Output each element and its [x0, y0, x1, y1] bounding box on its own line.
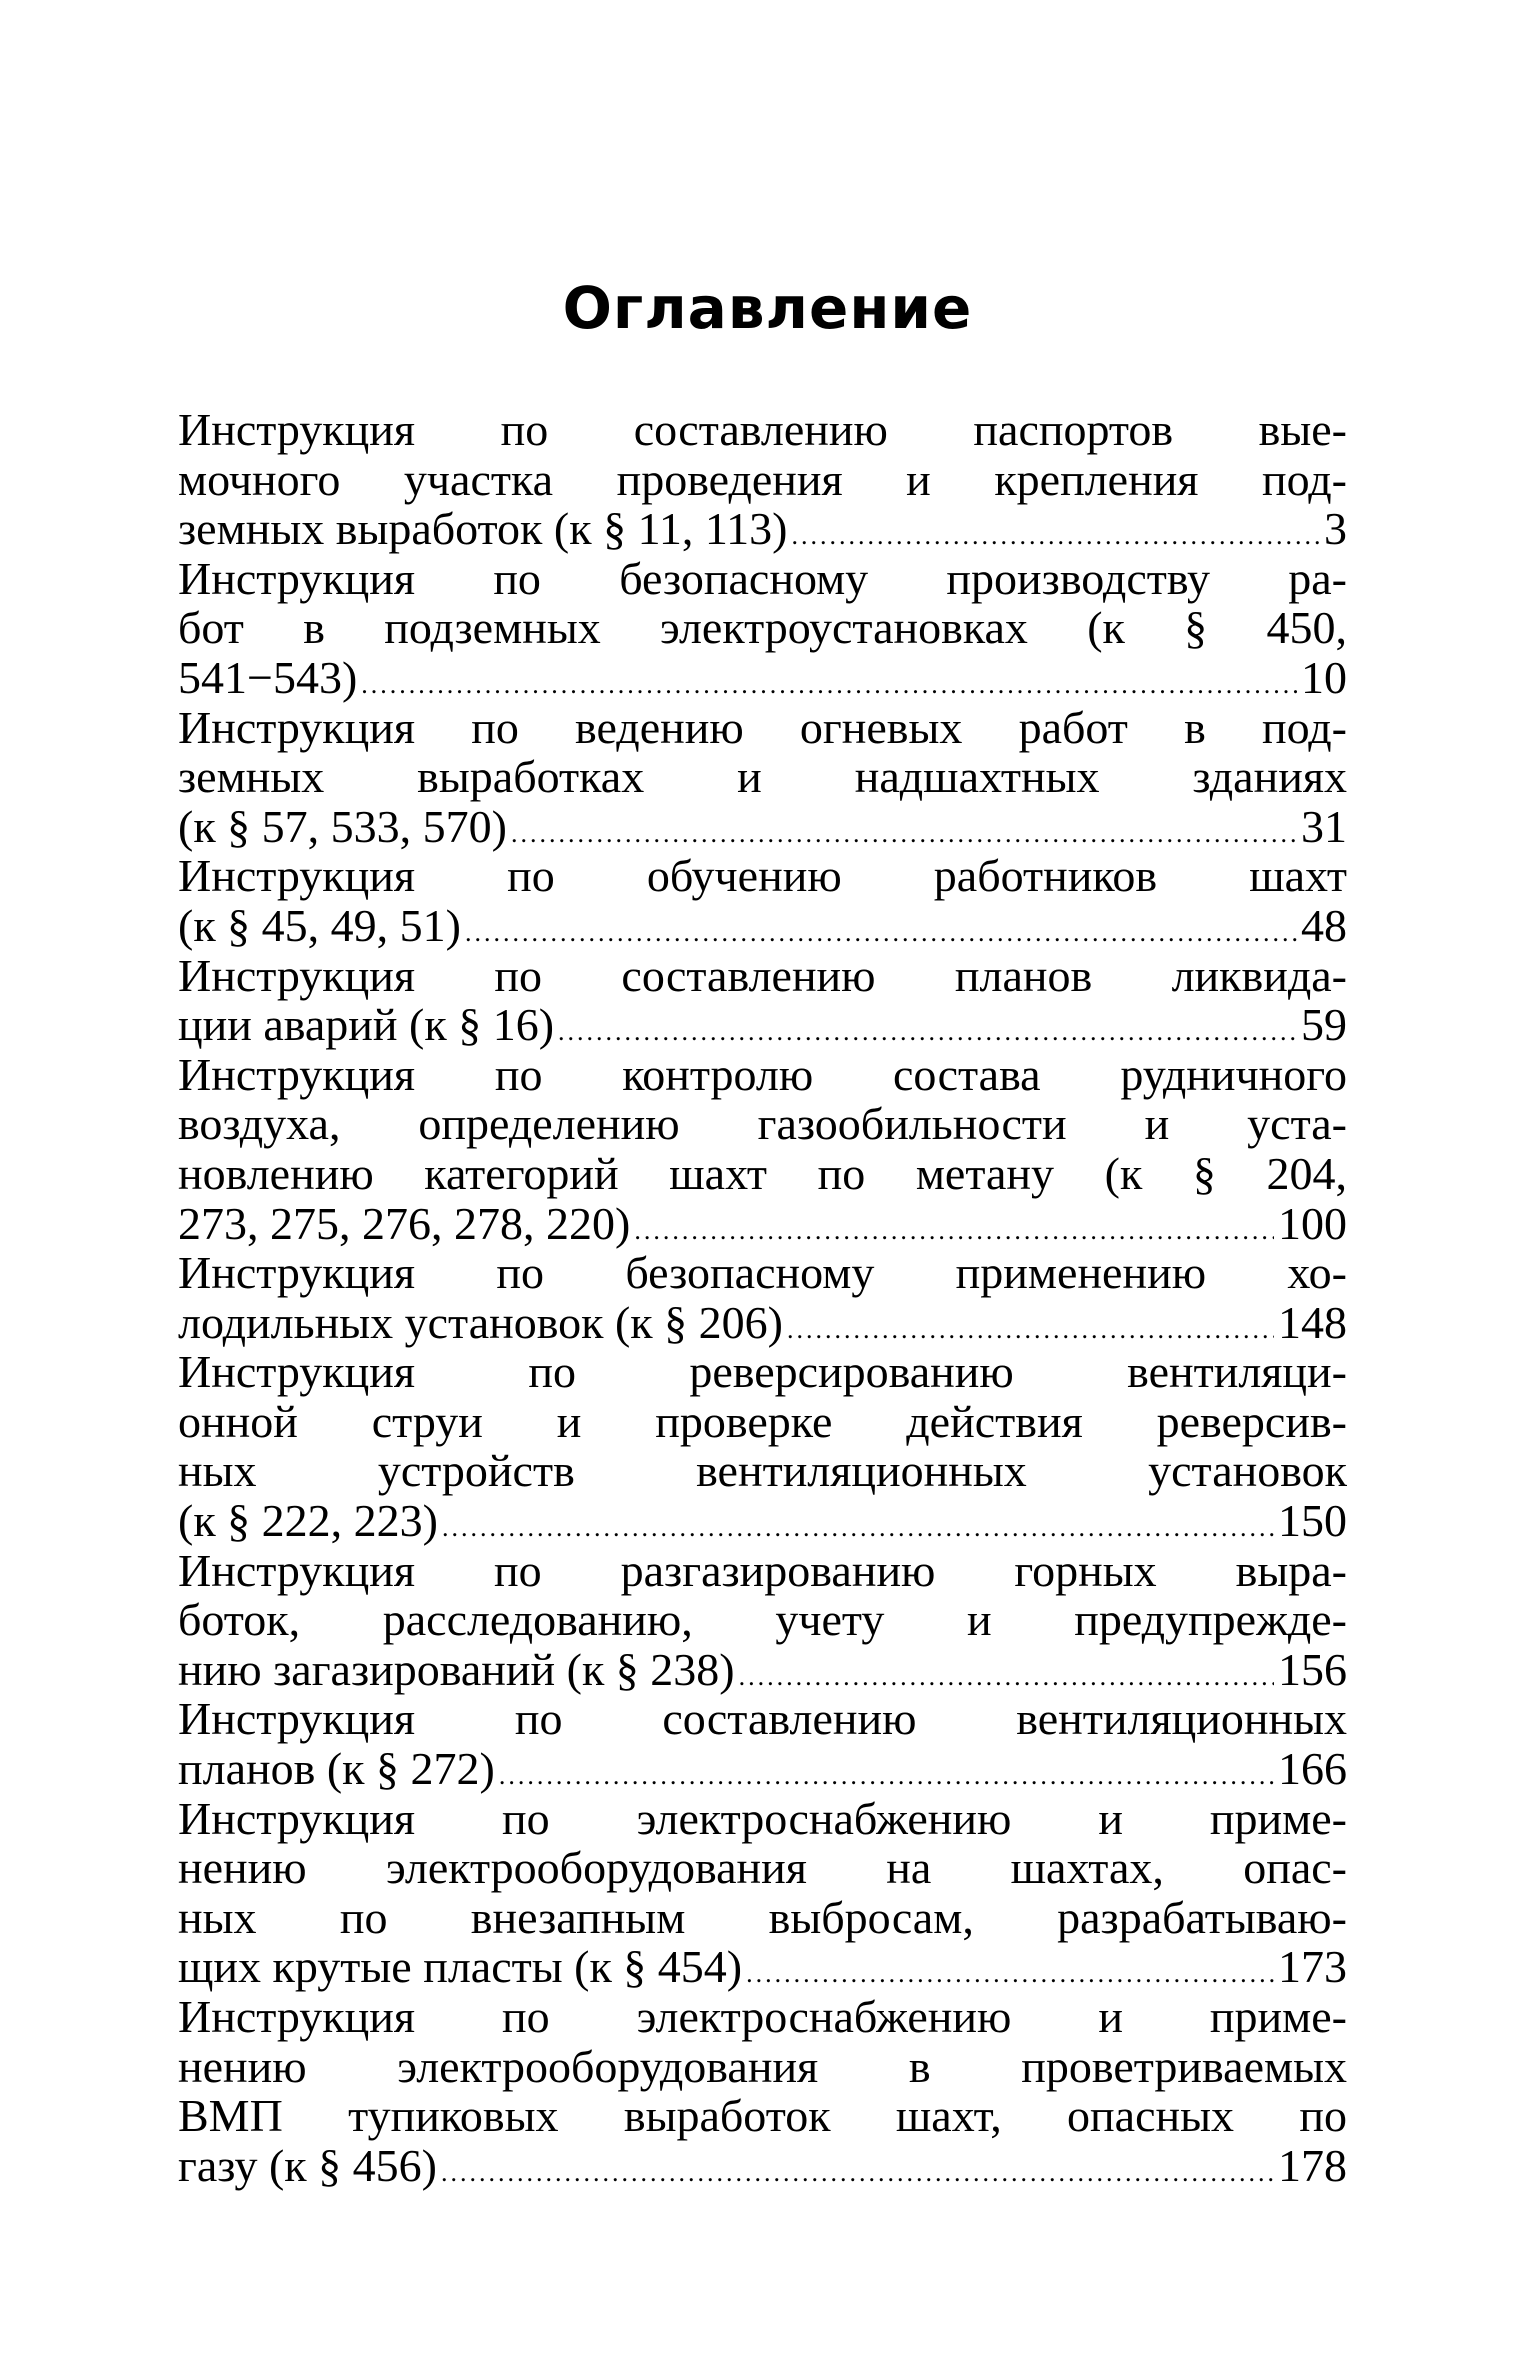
toc-entry-text: (к § 222, 223) — [178, 1495, 438, 1547]
toc-entry-last-line — [178, 1744, 1347, 1794]
toc-entry[interactable] — [178, 951, 1347, 1050]
toc-entry-text: газу (к § 456) — [178, 2139, 437, 2191]
page-number: 48 — [1301, 899, 1347, 951]
toc-entry-text: ных по внезапным выбросам, разрабатываю- — [178, 1891, 1347, 1943]
toc-entry-last-line — [178, 2141, 1347, 2191]
page-number: 150 — [1278, 1495, 1347, 1547]
toc-entry-text: лодильных установок (к § 206) — [178, 1296, 783, 1348]
toc-entry-text: (к § 57, 533, 570) — [178, 800, 507, 852]
page-number: 166 — [1278, 1743, 1347, 1795]
toc-entry-text: Инструкция по безопасному производству ра- — [178, 552, 1347, 604]
toc-entry-text: Инструкция по электроснабжению и приме- — [178, 1792, 1347, 1844]
toc-entry-text: Инструкция по безопасному применению хо- — [178, 1247, 1347, 1299]
toc-entry-last-line — [178, 653, 1347, 703]
toc-entry-text: Инструкция по составлению вентиляционных — [178, 1693, 1347, 1745]
toc-entry-text: нию загазирований (к § 238) — [178, 1643, 735, 1695]
toc-entry-text: Инструкция по составлению паспортов вые- — [178, 404, 1347, 455]
toc-entry-text: бот в подземных электроустановках (к § 450, — [178, 602, 1347, 654]
toc-entry[interactable] — [178, 1794, 1347, 1992]
toc-entry[interactable] — [178, 1248, 1347, 1347]
toc-entry-text: планов (к § 272) — [178, 1743, 495, 1795]
toc-entry-last-line — [178, 1298, 1347, 1348]
toc-entry-text: 541−543) — [178, 651, 358, 703]
page-number: 178 — [1278, 2139, 1347, 2191]
page-number: 59 — [1301, 999, 1347, 1051]
page-number: 173 — [1278, 1941, 1347, 1993]
page-number: 3 — [1324, 503, 1347, 555]
toc-entry[interactable] — [178, 851, 1347, 950]
page-number: 148 — [1278, 1296, 1347, 1348]
toc-entry-text: щих крутые пласты (к § 454) — [178, 1941, 743, 1993]
toc-entry[interactable] — [178, 1992, 1347, 2190]
toc-entry-text: ции аварий (к § 16) — [178, 999, 555, 1051]
toc-entry[interactable] — [178, 405, 1347, 554]
toc-entry-text: Инструкция по составлению планов ликвида- — [178, 949, 1347, 1001]
table-of-contents — [178, 405, 1347, 2190]
toc-entry-text: Инструкция по обучению работников шахт — [178, 850, 1347, 902]
page-number: 10 — [1301, 651, 1347, 703]
toc-entry-last-line — [178, 802, 1347, 852]
toc-entry-last-line — [178, 504, 1347, 554]
page-number: 100 — [1278, 1197, 1347, 1249]
toc-entry-text: Инструкция по реверсированию вентиляци- — [178, 1346, 1347, 1398]
toc-entry-text: нению электрооборудования на шахтах, опас- — [178, 1842, 1347, 1894]
toc-entry[interactable] — [178, 1546, 1347, 1695]
toc-entry-text: онной струи и проверке действия реверсив- — [178, 1395, 1347, 1447]
page-number: 31 — [1301, 800, 1347, 852]
page-number: 156 — [1278, 1643, 1347, 1695]
toc-entry-text: (к § 45, 49, 51) — [178, 899, 461, 951]
page-title: Оглавление — [562, 274, 973, 342]
toc-entry-text: Инструкция по контролю состава рудничного — [178, 1048, 1347, 1100]
toc-entry-last-line — [178, 1645, 1347, 1695]
toc-entry-text: воздуха, определению газообильности и уста- — [178, 1098, 1347, 1150]
toc-entry-text: новлению категорий шахт по метану (к § 204, — [178, 1147, 1347, 1199]
toc-entry-text: земных выработок (к § 11, 113) — [178, 503, 788, 555]
toc-entry-last-line — [178, 1942, 1347, 1992]
toc-entry-text: Инструкция по ведению огневых работ в под- — [178, 701, 1347, 753]
toc-entry[interactable] — [178, 554, 1347, 703]
toc-entry-text: Инструкция по электроснабжению и приме- — [178, 1991, 1347, 2042]
toc-entry[interactable] — [178, 1050, 1347, 1248]
toc-entry-text: мочного участка проведения и крепления под- — [178, 453, 1347, 505]
toc-entry-last-line — [178, 901, 1347, 951]
toc-entry-text: нению электрооборудования в проветриваемых — [178, 2040, 1347, 2092]
toc-entry[interactable] — [178, 1694, 1347, 1793]
toc-entry-text: земных выработках и надшахтных зданиях — [178, 751, 1347, 803]
dot-leader — [441, 2148, 1274, 2198]
toc-entry-last-line — [178, 1199, 1347, 1249]
toc-entry[interactable] — [178, 1347, 1347, 1545]
toc-entry-last-line — [178, 1496, 1347, 1546]
toc-entry-text: боток, расследованию, учету и предупрежде- — [178, 1594, 1347, 1646]
toc-entry-text: Инструкция по разгазированию горных выра- — [178, 1544, 1347, 1596]
toc-entry-text: 273, 275, 276, 278, 220) — [178, 1197, 631, 1249]
toc-entry-last-line — [178, 1000, 1347, 1050]
toc-entry[interactable] — [178, 703, 1347, 852]
toc-entry-text: ВМП тупиковых выработок шахт, опасных по — [178, 2090, 1347, 2142]
toc-entry-text: ных устройств вентиляционных установок — [178, 1445, 1347, 1497]
